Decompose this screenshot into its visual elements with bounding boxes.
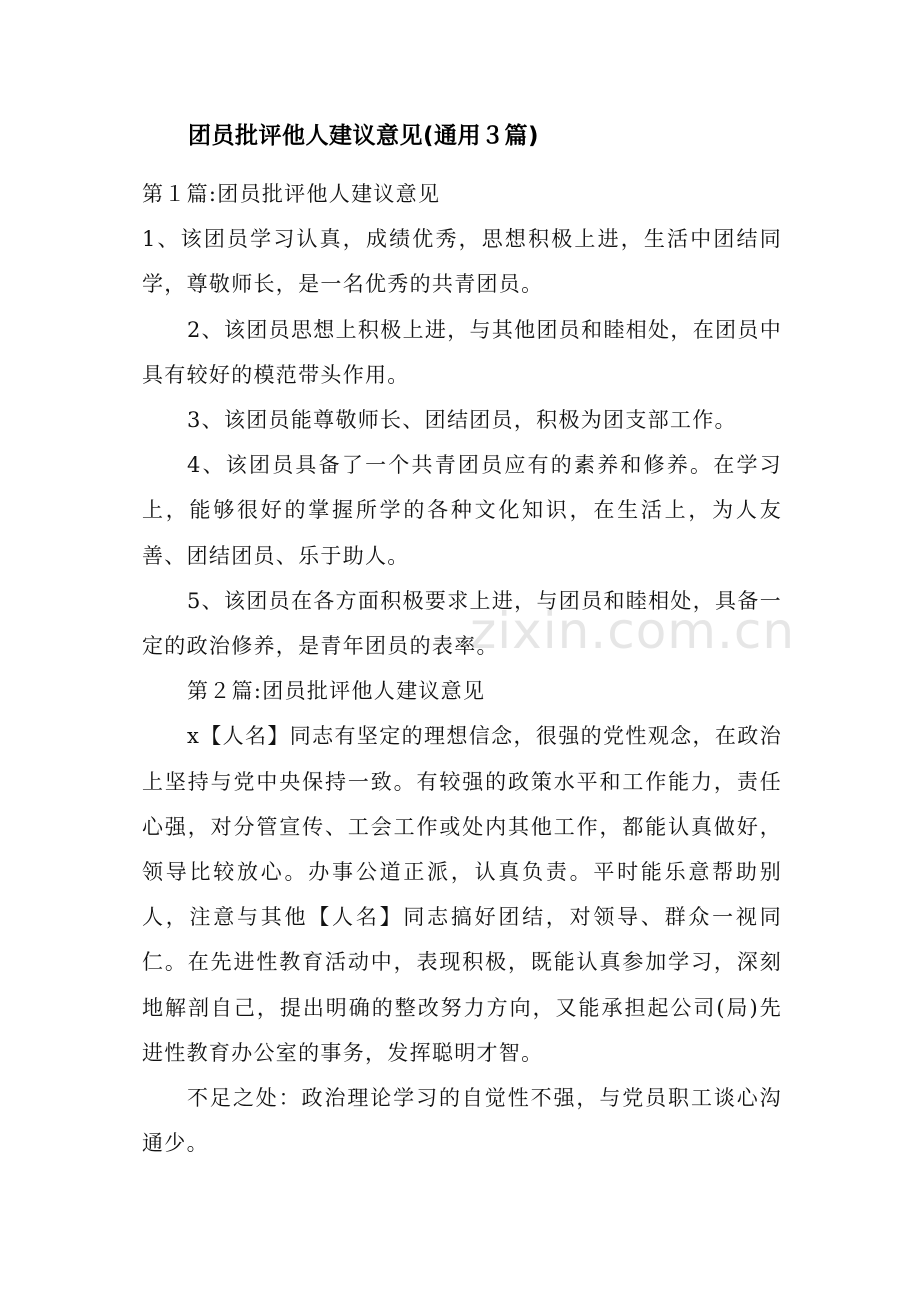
document-body bbox=[142, 172, 782, 1166]
paragraph: x【人名】同志有坚定的理想信念，很强的党性观念，在政治上坚持与党中央保持一致。有较强的政策水平和工作能力，责任心强，对分管宣传、工会工作或处内其他工作，都能认真做好，领导比较放心。办事公道正派，认真负责。平时能乐意帮助别人，注意与其他【人名】同志搞好团结，对领导、群众一视同仁。在先进性教育活动中，表现积极，既能认真参加学习，深刻地解剖自己，提出明确的整改努力方向，又能承担起公司(局)先进性教育办公室的事务，发挥聪明才智。 bbox=[142, 724, 782, 1065]
paragraph: 1、该团员学习认真，成绩优秀，思想积极上进，生活中团结同学，尊敬师长，是一名优秀的共青团员。 bbox=[142, 227, 782, 297]
section-heading-1: 第１篇:团员批评他人建议意见 bbox=[142, 182, 441, 206]
paragraph: 2、该团员思想上积极上进，与其他团员和睦相处，在团员中具有较好的模范带头作用。 bbox=[142, 317, 782, 387]
paragraph: 3、该团员能尊敬师长、团结团员，积极为团支部工作。 bbox=[187, 408, 737, 433]
watermark: zixin.com.cn bbox=[470, 602, 796, 660]
paragraph: 4、该团员具备了一个共青团员应有的素养和修养。在学习上，能够很好的掌握所学的各种文化知识，在生活上，为人友善、团结团员、乐于助人。 bbox=[142, 453, 782, 568]
document-title: 团员批评他人建议意见(通用３篇) bbox=[188, 123, 540, 149]
paragraph: 5、该团员在各方面积极要求上进，与团员和睦相处，具备一定的政治修养，是青年团员的表率。 bbox=[142, 588, 782, 659]
section-heading-2: 第２篇:团员批评他人建议意见 bbox=[187, 679, 486, 704]
paragraph: 不足之处：政治理论学习的自觉性不强，与党员职工谈心沟通少。 bbox=[142, 1086, 782, 1156]
